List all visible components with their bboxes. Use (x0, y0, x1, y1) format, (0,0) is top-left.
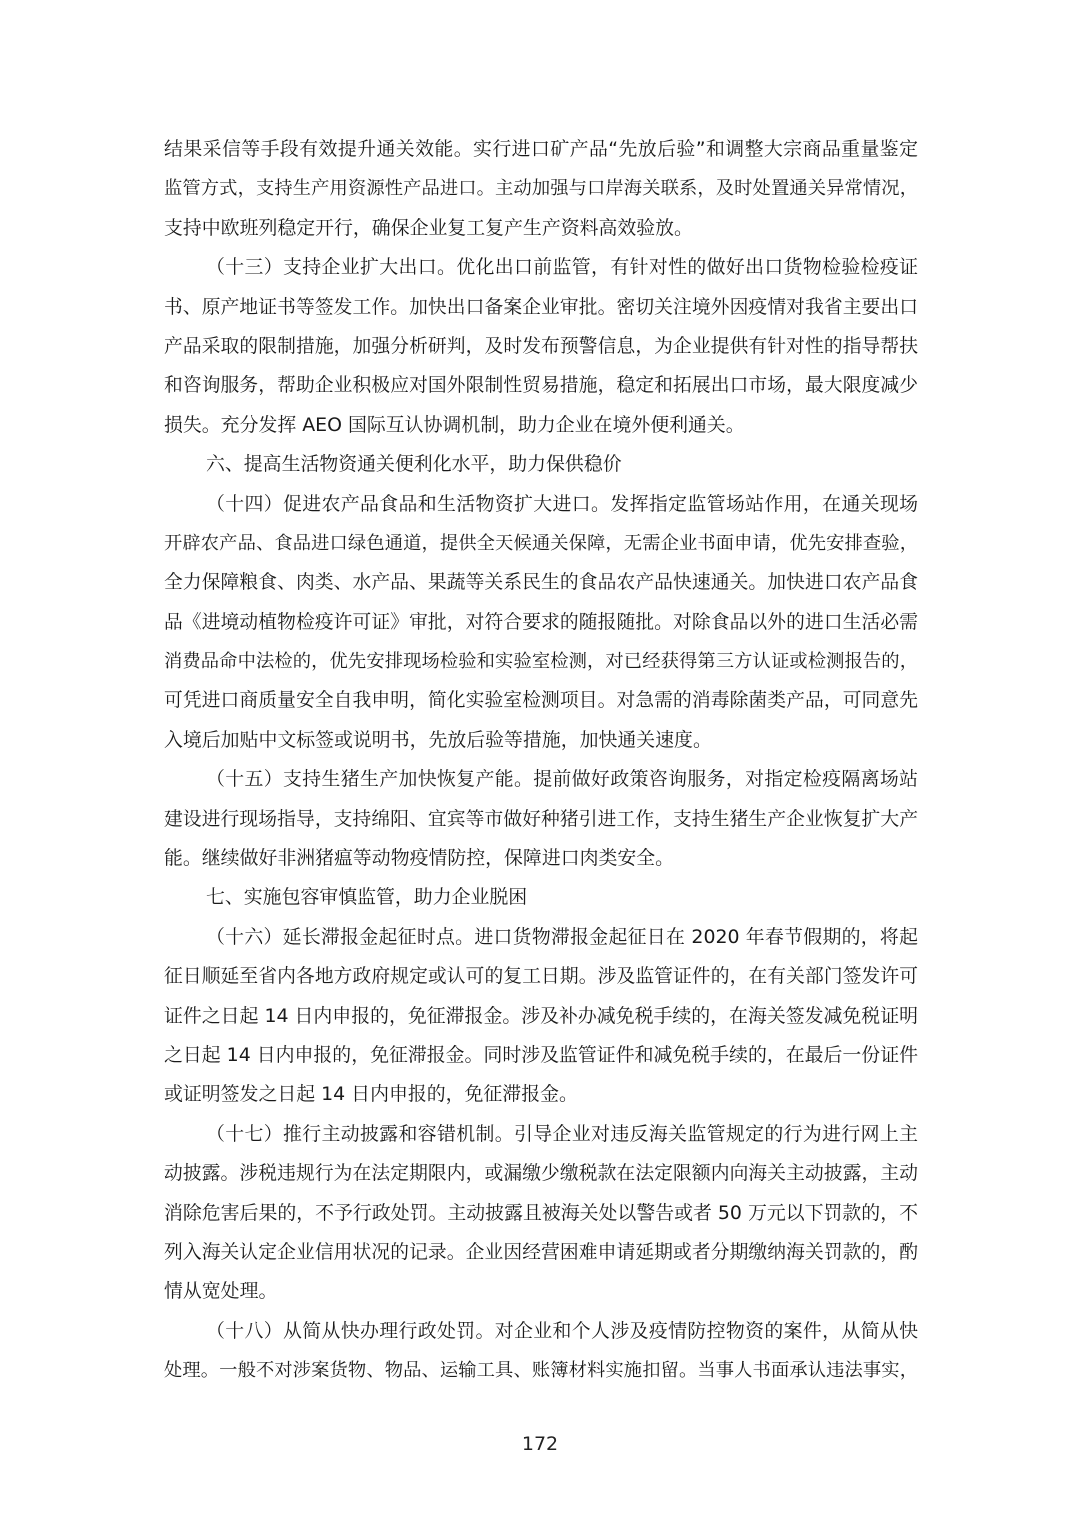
text-line: 证件之日起 14 日内申报的，免征滞报金。涉及补办减免税手续的，在海关签发减免税证明 (164, 1004, 918, 1027)
text-line: （十七）推行主动披露和容错机制。引导企业对违反海关监管规定的行为进行网上主 (206, 1122, 918, 1145)
text-line: 七、实施包容审慎监管，助力企业脱困 (206, 886, 528, 909)
text-line: （十四）促进农产品食品和生活物资扩大进口。发挥指定监管场站作用，在通关现场 (206, 492, 918, 515)
text-line: 消除危害后果的，不予行政处罚。主动披露且被海关处以警告或者 50 万元以下罚款的，不 (164, 1201, 918, 1224)
text-line: （十六）延长滞报金起征时点。进口货物滞报金起征日在 2020 年春节假期的，将起 (206, 925, 918, 948)
text-line: 全力保障粮食、肉类、水产品、果蔬等关系民生的食品农产品快速通关。加快进口农产品食 (164, 572, 918, 594)
text-line: 结果采信等手段有效提升通关效能。实行进口矿产品“先放后验”和调整大宗商品重量鉴定 (164, 138, 918, 160)
text-line: 损失。充分发挥 AEO 国际互认协调机制，助力企业在境外便利通关。 (164, 413, 745, 436)
text-line: 处理。一般不对涉案货物、物品、运输工具、账簿材料实施扣留。当事人书面承认违法事实， (164, 1360, 918, 1382)
text-line: 监管方式，支持生产用资源性产品进口。主动加强与口岸海关联系，及时处置通关异常情况， (164, 178, 918, 200)
text-line: 书、原产地证书等签发工作。加快出口备案企业审批。密切关注境外因疫情对我省主要出口 (164, 296, 918, 318)
text-line: 动披露。涉税违规行为在法定期限内，或漏缴少缴税款在法定限额内向海关主动披露，主动 (164, 1163, 918, 1185)
text-line: 消费品命中法检的，优先安排现场检验和实验室检测，对已经获得第三方认证或检测报告的， (164, 651, 918, 673)
text-line: 六、提高生活物资通关便利化水平，助力保供稳价 (206, 453, 622, 476)
text-line: 能。继续做好非洲猪瘟等动物疫情防控，保障进口肉类安全。 (164, 847, 675, 870)
text-line: 建设进行现场指导，支持绵阳、宜宾等市做好种猪引进工作，支持生猪生产企业恢复扩大产 (164, 808, 918, 830)
document-body (164, 130, 918, 1391)
text-line: 可凭进口商质量安全自我申明，简化实验室检测项目。对急需的消毒除菌类产品，可同意先 (164, 690, 918, 712)
text-line: 品《进境动植物检疫许可证》审批，对符合要求的随报随批。对除食品以外的进口生活必需 (164, 611, 918, 633)
text-line: 或证明签发之日起 14 日内申报的，免征滞报金。 (164, 1083, 578, 1106)
text-line: 列入海关认定企业信用状况的记录。企业因经营困难申请延期或者分期缴纳海关罚款的，酌 (164, 1241, 918, 1263)
text-line: （十五）支持生猪生产加快恢复产能。提前做好政策咨询服务，对指定检疫隔离场站 (206, 768, 918, 791)
text-line: （十三）支持企业扩大出口。优化出口前监管，有针对性的做好出口货物检验检疫证 (206, 256, 918, 279)
page-number: 172 (521, 1433, 559, 1455)
text-line: 之日起 14 日内申报的，免征滞报金。同时涉及监管证件和减免税手续的，在最后一份证件 (164, 1043, 918, 1066)
text-line: 支持中欧班列稳定开行，确保企业复工复产生产资料高效验放。 (164, 216, 693, 239)
text-line: 和咨询服务，帮助企业积极应对国外限制性贸易措施，稳定和拓展出口市场，最大限度减少 (164, 375, 918, 397)
text-line: 征日顺延至省内各地方政府规定或认可的复工日期。涉及监管证件的，在有关部门签发许可 (164, 966, 918, 988)
text-line: 情从宽处理。 (164, 1280, 278, 1303)
text-line: 产品采取的限制措施，加强分析研判，及时发布预警信息，为企业提供有针对性的指导帮扶 (164, 335, 918, 357)
text-line: （十八）从简从快办理行政处罚。对企业和个人涉及疫情防控物资的案件，从简从快 (206, 1319, 918, 1342)
text-line: 入境后加贴中文标签或说明书，先放后验等措施，加快通关速度。 (164, 728, 712, 751)
text-line: 开辟农产品、食品进口绿色通道，提供全天候通关保障，无需企业书面申请，优先安排查验， (164, 532, 918, 554)
